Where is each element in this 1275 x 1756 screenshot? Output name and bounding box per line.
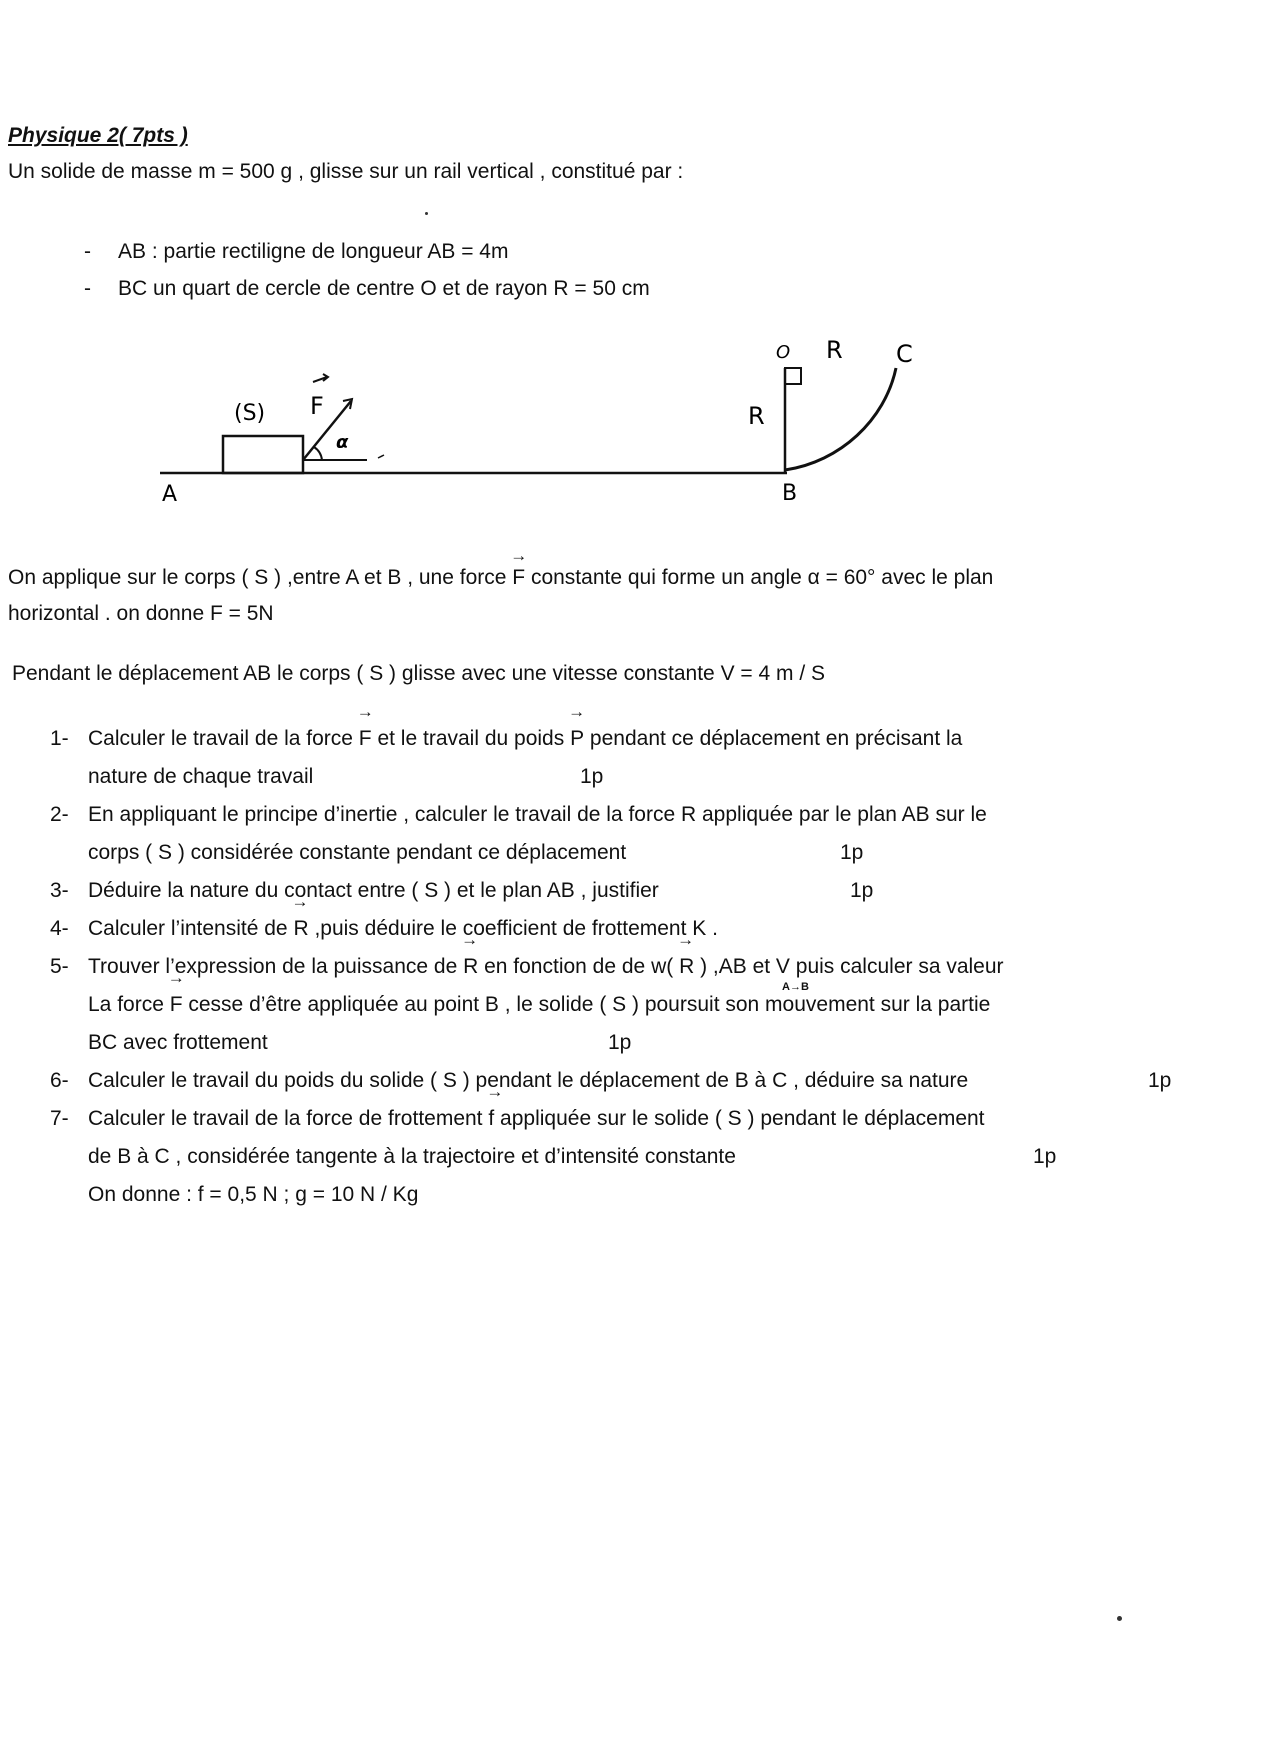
- paragraph-force-line2: horizontal . on donne F = 5N: [8, 602, 274, 625]
- question-7: 7- Calculer le travail de la force de frottement → f appliquée sur le solide ( S ) pendant le déplacement de B à C , considérée tangente à la trajectoire et d’intensité constante 1p On donne : f = 0,5 N ; g = 10 N / Kg: [50, 1100, 1250, 1214]
- vector-f-friction: → f: [488, 1100, 494, 1138]
- vector-f: → F: [512, 564, 525, 592]
- section-title: Physique 2( 7pts ): [8, 124, 188, 147]
- vector-p: → P: [570, 720, 584, 758]
- label-f: F: [310, 392, 324, 420]
- vector-f: → F: [170, 986, 183, 1024]
- question-6: 6- Calculer le travail du poids du solide ( S ) pendant le déplacement de B à C , déduire sa nature 1p: [50, 1062, 1250, 1100]
- paragraph-velocity: Pendant le déplacement AB le corps ( S ) glisse avec une vitesse constante V = 4 m / S: [12, 662, 826, 685]
- points-badge: 1p: [840, 841, 864, 864]
- intro-text: Un solide de masse m = 500 g , glisse sur un rail vertical , constitué par :: [8, 160, 684, 183]
- label-r-top: R: [826, 336, 843, 364]
- points-badge: 1p: [1033, 1145, 1057, 1168]
- list-item-text: AB : partie rectiligne de longueur AB = 4m: [118, 240, 509, 263]
- question-5: 5- Trouver l’expression de la puissance de → R en fonction de de w( → R ) ,AB et V puis calculer sa valeur A→B La force → F cesse d’être appliquée au point B , le solide ( S ) poursuit son mouvement sur la partie BC avec frottement 1p: [50, 948, 1250, 1062]
- points-badge: 1p: [850, 879, 874, 902]
- label-a: A: [162, 482, 178, 507]
- question-list: [50, 720, 1250, 1214]
- label-alpha: α: [336, 432, 349, 453]
- stray-mark: [378, 455, 384, 458]
- list-item-text: BC un quart de cercle de centre O et de rayon R = 50 cm: [118, 277, 650, 300]
- vector-f: → F: [359, 720, 372, 758]
- label-o: O: [776, 342, 791, 363]
- exam-page: Physique 2( 7pts ) Un solide de masse m = 500 g , glisse sur un rail vertical , constitué par : - AB : partie rectiligne de longueur AB = 4m - BC un quart de cercle de centre O et de rayon R = 50 cm A B C O R R (S) F α On applique sur le corps ( S ) ,entre A et B , une force → F constante qui forme un angle α = 60° avec le plan horizontal . on donne F = 5N Pendant le déplacement AB le corps ( S ) glisse avec une vitesse constante V = 4 m / S 1- Calculer le travail de la force → F et le travail du poids → P pendant ce déplacement en précisant la nature de chaque travail 1p 2- En appliquant le principe d’inertie , calculer le travail de la force R appliquée par le plan AB sur le corps ( S ) considérée constante pendant ce déplacement 1p 3- Déduire la nature du contact entre ( S ) et le plan AB , justifier 1p 4- Calculer l’intensité de → R ,puis déduire le coefficient de frottement K . 5- Trouver l’expression de la puissance de → R en fonction de de w( → R ) ,AB et V puis calculer sa valeur A→B La force → F cesse d’être appliquée au point B , le solide ( S ) poursuit son mouvement sur la partie BC avec frottement 1p 6- Calculer le travail du poids du solide ( S ) pendant le déplacement de B à C , déduire sa nature 1p 7- Calculer le travail de la force de frottement → f appliquée sur le solide ( S ) pendant le déplacement de B à C , considérée tangente à la trajectoire et d’intensité constante 1p On donne : f = 0,5 N ; g = 10 N / Kg: [0, 0, 1275, 1756]
- scan-speck: [1117, 1616, 1122, 1621]
- angle-arc: [314, 447, 322, 460]
- solid-block: [223, 436, 303, 473]
- points-badge: 1p: [608, 1031, 632, 1054]
- label-c: C: [896, 340, 913, 368]
- subscript-ab: A→B: [782, 981, 809, 993]
- right-angle-mark: [785, 368, 801, 384]
- paragraph-force: On applique sur le corps ( S ) ,entre A et B , une force → F constante qui forme un angle α = 60° avec le plan: [8, 564, 993, 592]
- question-2: 2- En appliquant le principe d’inertie , calculer le travail de la force R appliquée par le plan AB sur le corps ( S ) considérée constante pendant ce déplacement 1p: [50, 796, 1250, 872]
- question-1: 1- Calculer le travail de la force → F et le travail du poids → P pendant ce déplacement en précisant la nature de chaque travail 1p: [50, 720, 1250, 796]
- label-s: (S): [234, 401, 266, 426]
- question-4: 4- Calculer l’intensité de → R ,puis déduire le coefficient de frottement K .: [50, 910, 1250, 948]
- rail-diagram: [0, 0, 1275, 520]
- vector-r: → R: [679, 948, 694, 986]
- points-badge: 1p: [1148, 1069, 1172, 1092]
- vector-r: → R: [293, 910, 308, 948]
- points-badge: 1p: [580, 765, 604, 788]
- scan-speck: [425, 212, 428, 215]
- vector-r: → R: [463, 948, 478, 986]
- label-b: B: [782, 481, 798, 506]
- label-r-side: R: [748, 402, 765, 430]
- question-3: 3- Déduire la nature du contact entre ( S ) et le plan AB , justifier 1p: [50, 872, 1250, 910]
